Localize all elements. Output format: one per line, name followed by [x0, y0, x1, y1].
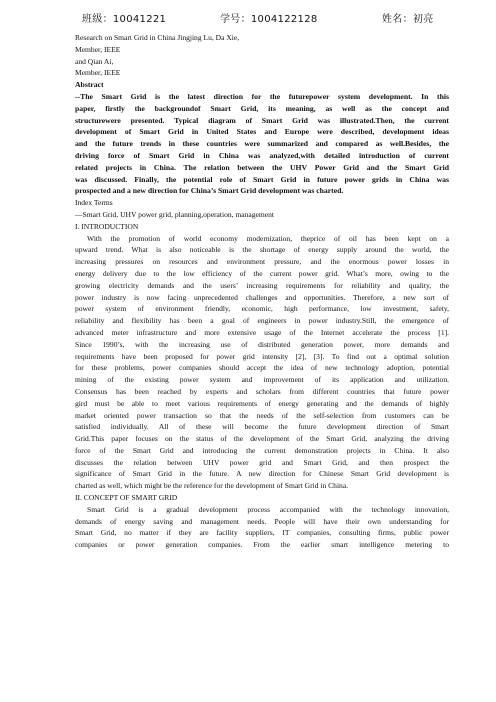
abstract-line: paper, firstly the backgroundof Smart Grid, its meaning, as well as the concept and: [75, 103, 449, 113]
body-line: significance of Smart Grid in the future. A new direction for Chinese Smart Grid development is: [75, 469, 449, 479]
body-line: requirements have been proposed for power grid intensity [2], [3]. To find out a optimal solution: [75, 351, 449, 361]
body-line: growing electricity demands and the users’ increasing requirements for reliability and quality, the: [75, 280, 449, 290]
abstract-line: related projects in China. The relation between the UHV Power Grid and the Smart Grid: [75, 162, 449, 172]
body-line: gird must be able to meet various requirements of energy generating and the demands of highly: [75, 398, 449, 408]
abstract-line: development of Smart Grid in United States and Europe were described, development ideas: [75, 127, 449, 137]
abstract-line: structurewere presented. Typical diagram of Smart Grid was illustrated.Then, the current: [75, 115, 449, 125]
body-line: increasing pressures on resources and environment pressure, and the enormous power losses in: [75, 257, 449, 267]
body-line: discusses the relation between UHV power grid and Smart Grid, and then prospect the: [75, 457, 449, 467]
author-line: Member, IEEE: [75, 44, 121, 54]
author-line: Member, IEEE: [75, 68, 121, 78]
body-line: power industry is now facing unprecedented challenges and opportunities. Therefore, a new sort of: [75, 292, 449, 302]
body-line: companies or power generation companies. From the earlier smart intelligence metering to: [75, 540, 449, 550]
body-line: energy delivery due to the low efficiency of the current power grid. What’s more, owing to the: [75, 268, 449, 278]
student-name-label: 姓名：初亮: [382, 14, 434, 25]
abstract-heading: Abstract: [75, 80, 104, 90]
body-line: Smart Grid, no matter if they are facility suppliers, IT companies, consulting firms, public power: [75, 528, 449, 538]
body-line: power system of environment friendly, economic, high performance, low investment, safety,: [75, 304, 449, 314]
body-line: Since 1990’s, with the increasing use of distributed generation power, more demands and: [75, 339, 449, 349]
section-heading: I. INTRODUCTION: [75, 221, 139, 231]
abstract-line: driving force of Smart Grid in China was analyzed,with detailed introduction of current: [75, 150, 449, 160]
body-line: satisfied individually. All of these will become the future development direction of Smart: [75, 422, 449, 432]
abstract-line: --The Smart Grid is the latest direction for the futurepower system development. In this: [75, 91, 449, 101]
index-terms-line: —Smart Grid, UHV power grid, planning,operation, management: [75, 209, 274, 219]
body-line: reliability and flexibility has been a goal of engineers in power industry.Still, the emergence of: [75, 316, 449, 326]
body-line: demands of energy saving and management needs. People will have their own understanding for: [75, 516, 449, 526]
section-heading: II. CONCEPT OF SMART GRID: [75, 493, 178, 503]
paper-body: [75, 32, 449, 551]
body-line: for these problems, power companies should accept the idea of new technology adoption, potential: [75, 363, 449, 373]
student-id-label: 学号：1004122128: [220, 14, 318, 25]
abstract-line: and the future trends in these countries were summarized and compared as well.Besides, the: [75, 139, 449, 149]
abstract-line: prospected and a new direction for China’s Smart Grid development was charted.: [75, 186, 344, 196]
body-line: mining of the existing power system and improvement of its application and utilization.: [75, 375, 449, 385]
page-header: [82, 10, 466, 30]
abstract-line: was discussed. Finally, the potential role of Smart Grid in future power grids in China was: [75, 174, 449, 184]
body-line: Smart Grid is a gradual development process accompanied with the technology innovation,: [87, 504, 449, 514]
body-line: force of the Smart Grid and introducing the current demonstration projects in China. It also: [75, 445, 449, 455]
body-line: Consensus has been reached by experts and scholars from different countries that future power: [75, 386, 449, 396]
body-line: Grid.This paper focuses on the status of the development of the Smart Grid, analyzing the driving: [75, 434, 449, 444]
body-line: charted as well, which might be the reference for the development of Smart Grid in China.: [75, 481, 349, 491]
author-line: and Qian Ai,: [75, 56, 114, 66]
index-terms-heading: Index Terms: [75, 198, 113, 208]
body-line: upward trend. What is also noticeable is the shortage of energy supply around the world, the: [75, 245, 449, 255]
body-line: With the promotion of world economy modernization, theprice of oil has been kept on a: [87, 233, 449, 243]
body-line: market oriented power transaction so that the needs of the self-selection from customers can be: [75, 410, 449, 420]
body-line: advanced meter infrastructure and more extensive usage of the Internet accelerate the process [1].: [75, 327, 449, 337]
paper-title-line: Research on Smart Grid in China Jingjing Lu, Da Xie,: [75, 33, 240, 42]
class-label: 班级：10041221: [82, 14, 167, 25]
